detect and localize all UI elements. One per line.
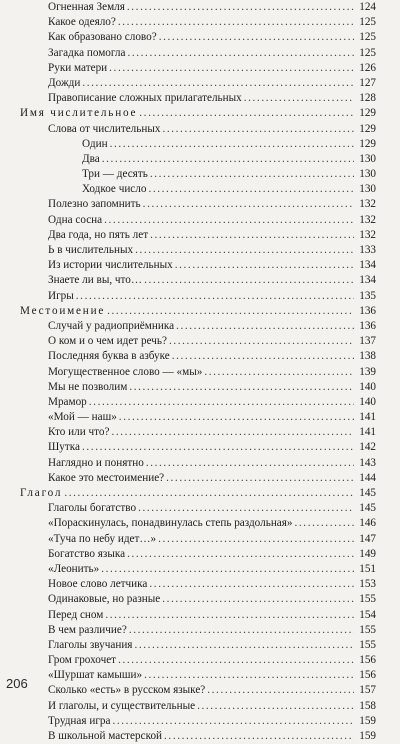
toc-entry xyxy=(20,76,376,91)
toc-entry-page: 155 xyxy=(359,623,376,636)
toc-entry-page: 124 xyxy=(359,1,376,13)
toc-entry xyxy=(20,197,376,212)
dot-leader xyxy=(127,46,354,61)
dot-leader xyxy=(162,592,354,607)
toc-entry xyxy=(20,46,376,61)
toc-entry xyxy=(20,668,376,683)
toc-entry xyxy=(20,623,376,638)
toc-entry-title: Какое это местоимение? xyxy=(48,471,165,484)
toc-entry xyxy=(20,532,376,547)
dot-leader xyxy=(105,608,354,623)
toc-entry-title: Наглядно и понятно xyxy=(48,456,144,469)
toc-entry-page: 130 xyxy=(359,183,376,196)
toc-entry-page: 132 xyxy=(359,228,376,241)
toc-entry-page: 129 xyxy=(359,107,376,120)
dot-leader xyxy=(82,76,354,91)
dot-leader xyxy=(176,319,354,334)
toc-entry xyxy=(20,273,376,288)
toc-entry xyxy=(20,0,376,15)
section-heading xyxy=(20,304,376,319)
dot-leader xyxy=(150,167,354,182)
toc-entry-title: Мы не позволим xyxy=(48,380,128,393)
toc-entry-title: Как образовано слово? xyxy=(48,31,157,44)
toc-entry xyxy=(20,699,376,714)
toc-entry xyxy=(20,122,376,137)
toc-entry xyxy=(20,167,376,182)
dot-leader xyxy=(162,122,354,137)
dot-leader xyxy=(204,365,354,380)
toc-entry-title: «Туча по небу идет…» xyxy=(48,532,157,545)
toc-entry xyxy=(20,425,376,440)
dot-leader xyxy=(119,410,354,425)
toc-entry xyxy=(20,638,376,653)
toc-entry-page: 127 xyxy=(359,76,376,89)
toc-entry-page: 134 xyxy=(359,274,376,287)
dot-leader xyxy=(129,380,354,395)
toc-entry-page: 155 xyxy=(359,593,376,606)
toc-entry xyxy=(20,319,376,334)
toc-entry-title: Перед сном xyxy=(48,608,104,621)
dot-leader xyxy=(111,425,354,440)
toc-entry-title: Кто или что? xyxy=(48,426,110,439)
toc-entry xyxy=(20,653,376,668)
toc-entry-page: 151 xyxy=(359,562,376,575)
toc-entry-title: Глаголы звучания xyxy=(48,638,133,651)
dot-leader xyxy=(158,532,354,547)
toc-entry-title: Загадка помогла xyxy=(48,46,126,59)
dot-leader xyxy=(127,0,354,15)
toc-entry-page: 135 xyxy=(359,289,376,302)
toc-entry xyxy=(20,258,376,273)
toc-entry-title: Огненная Земля xyxy=(48,1,125,13)
toc-entry-page: 129 xyxy=(359,137,376,150)
toc-entry xyxy=(20,471,376,486)
toc-entry-title: Глаголы богатство xyxy=(48,502,137,515)
toc-entry-page: 141 xyxy=(359,411,376,424)
dot-leader xyxy=(118,653,354,668)
toc-entry-page: 145 xyxy=(359,502,376,515)
table-of-contents xyxy=(20,0,376,744)
toc-entry-page: 137 xyxy=(359,335,376,348)
toc-entry-title: Игры xyxy=(48,289,74,302)
toc-entry-page: 158 xyxy=(359,699,376,712)
toc-entry xyxy=(20,683,376,698)
toc-entry-page: 125 xyxy=(359,46,376,59)
dot-leader xyxy=(139,106,354,121)
toc-entry xyxy=(20,365,376,380)
toc-entry xyxy=(20,91,376,106)
toc-entry-page: 159 xyxy=(359,714,376,727)
toc-entry-title: Два xyxy=(82,152,100,165)
toc-entry xyxy=(20,289,376,304)
section-heading xyxy=(20,106,376,121)
toc-entry-title: И глаголы, и существительные xyxy=(48,699,196,712)
toc-entry xyxy=(20,30,376,45)
toc-entry-title: «Мой — наш» xyxy=(48,411,117,424)
dot-leader xyxy=(143,197,354,212)
toc-entry-page: 156 xyxy=(359,654,376,667)
toc-entry xyxy=(20,15,376,30)
dot-leader xyxy=(82,440,354,455)
toc-entry-title: Мрамор xyxy=(48,395,87,408)
toc-entry-page: 134 xyxy=(359,259,376,272)
dot-leader xyxy=(175,258,354,273)
toc-entry-page: 128 xyxy=(359,92,376,105)
dot-leader xyxy=(64,486,354,501)
toc-entry-page: 138 xyxy=(359,350,376,363)
toc-entry-page: 132 xyxy=(359,213,376,226)
toc-entry-title: Какое одеяло? xyxy=(48,16,116,29)
toc-entry-title: Дожди xyxy=(48,76,81,89)
toc-entry-title: Одинаковые, но разные xyxy=(48,593,161,606)
toc-entry-page: 159 xyxy=(359,730,376,742)
toc-entry-page: 155 xyxy=(359,638,376,651)
dot-leader xyxy=(112,714,354,729)
toc-entry-title: Слова от числительных xyxy=(48,122,161,135)
dot-leader xyxy=(129,623,354,638)
dot-leader xyxy=(101,562,354,577)
toc-entry-title: Богатство языка xyxy=(48,547,126,560)
toc-entry-title: Два года, но пять лет xyxy=(48,228,149,241)
toc-entry xyxy=(20,714,376,729)
toc-entry-page: 144 xyxy=(359,471,376,484)
toc-entry-page: 126 xyxy=(359,61,376,74)
toc-entry-page: 156 xyxy=(359,669,376,682)
toc-entry-page: 147 xyxy=(359,532,376,545)
toc-entry-page: 157 xyxy=(359,684,376,697)
dot-leader xyxy=(295,516,354,531)
toc-entry-title: Знаете ли вы, что… xyxy=(48,274,143,287)
dot-leader xyxy=(146,456,354,471)
toc-entry xyxy=(20,516,376,531)
toc-entry xyxy=(20,334,376,349)
dot-leader xyxy=(102,152,354,167)
toc-entry-title: В школьной мастерской xyxy=(48,730,163,742)
toc-entry-title: Могущественное слово — «мы» xyxy=(48,365,203,378)
dot-leader xyxy=(149,577,354,592)
toc-entry xyxy=(20,395,376,410)
toc-entry-title: «Шуршат камыши» xyxy=(48,669,143,682)
toc-entry-title: О ком и о чем идет речь? xyxy=(48,335,167,348)
toc-entry-page: 125 xyxy=(359,16,376,29)
toc-entry-title: Гром грохочет xyxy=(48,654,117,667)
dot-leader xyxy=(138,501,354,516)
toc-entry xyxy=(20,410,376,425)
toc-entry-page: 149 xyxy=(359,547,376,560)
toc-entry-title: Три — десять xyxy=(82,168,148,181)
dot-leader xyxy=(159,30,354,45)
toc-entry-title: Имя числительное xyxy=(20,107,138,120)
dot-leader xyxy=(148,182,354,197)
toc-entry xyxy=(20,380,376,395)
dot-leader xyxy=(76,289,354,304)
dot-leader xyxy=(164,729,354,744)
toc-entry-title: Случай у радиоприёмника xyxy=(48,319,175,332)
dot-leader xyxy=(89,395,354,410)
toc-entry-title: Правописание сложных прилагательных xyxy=(48,92,242,105)
toc-entry xyxy=(20,61,376,76)
dot-leader xyxy=(107,304,354,319)
dot-leader xyxy=(169,334,354,349)
toc-entry-title: Последняя буква в азбуке xyxy=(48,350,170,363)
toc-entry-page: 153 xyxy=(359,578,376,591)
dot-leader xyxy=(110,137,354,152)
toc-entry-title: В чем различие? xyxy=(48,623,127,636)
toc-entry-page: 139 xyxy=(359,365,376,378)
toc-entry xyxy=(20,349,376,364)
dot-leader xyxy=(134,638,354,653)
toc-entry-title: Сколько «есть» в русском языке? xyxy=(48,684,206,697)
toc-entry xyxy=(20,243,376,258)
toc-entry xyxy=(20,137,376,152)
toc-entry-title: Полезно запомнить xyxy=(48,198,141,211)
section-heading xyxy=(20,486,376,501)
toc-entry-page: 136 xyxy=(359,319,376,332)
dot-leader xyxy=(144,668,354,683)
toc-entry xyxy=(20,213,376,228)
dot-leader xyxy=(144,273,354,288)
dot-leader xyxy=(244,91,354,106)
toc-entry-page: 130 xyxy=(359,152,376,165)
toc-entry-title: Трудная игра xyxy=(48,714,111,727)
toc-entry xyxy=(20,182,376,197)
toc-entry-page: 154 xyxy=(359,608,376,621)
toc-entry-page: 146 xyxy=(359,517,376,530)
toc-entry-title: Из истории числительных xyxy=(48,259,173,272)
dot-leader xyxy=(118,15,354,30)
toc-entry xyxy=(20,547,376,562)
toc-entry xyxy=(20,152,376,167)
toc-entry-title: «Леонить» xyxy=(48,562,100,575)
toc-entry-title: Глагол xyxy=(20,487,63,499)
toc-entry-title: Новое слово летчика xyxy=(48,578,148,591)
toc-entry-page: 140 xyxy=(359,395,376,408)
toc-entry-page: 130 xyxy=(359,168,376,181)
dot-leader xyxy=(166,471,354,486)
toc-entry xyxy=(20,456,376,471)
toc-entry-page: 140 xyxy=(359,380,376,393)
toc-entry-title: Один xyxy=(82,137,108,150)
dot-leader xyxy=(172,349,354,364)
toc-entry-title: Руки матери xyxy=(48,61,108,74)
toc-entry xyxy=(20,501,376,516)
toc-entry-title: Одна сосна xyxy=(48,213,103,226)
toc-entry xyxy=(20,608,376,623)
toc-entry-title: «Пораскинулась, понадвинулась степь раздольная» xyxy=(48,517,293,530)
page-number: 206 xyxy=(6,676,28,691)
dot-leader xyxy=(150,228,354,243)
toc-entry-page: 141 xyxy=(359,426,376,439)
toc-entry-title: Шутка xyxy=(48,441,80,454)
toc-entry-title: Местоимение xyxy=(20,304,106,317)
toc-entry xyxy=(20,577,376,592)
dot-leader xyxy=(104,213,354,228)
toc-entry-title: Ь в числительных xyxy=(48,244,134,256)
toc-entry xyxy=(20,440,376,455)
toc-entry xyxy=(20,729,376,744)
toc-entry xyxy=(20,562,376,577)
toc-entry-page: 125 xyxy=(359,31,376,44)
toc-entry-page: 132 xyxy=(359,198,376,211)
dot-leader xyxy=(135,243,354,258)
toc-entry xyxy=(20,228,376,243)
toc-entry-title: Ходкое число xyxy=(82,183,147,196)
toc-entry-page: 129 xyxy=(359,122,376,135)
dot-leader xyxy=(197,699,354,714)
toc-entry-page: 133 xyxy=(359,244,376,256)
dot-leader xyxy=(127,547,354,562)
toc-entry-page: 136 xyxy=(359,304,376,317)
toc-entry-page: 143 xyxy=(359,456,376,469)
toc-entry xyxy=(20,592,376,607)
dot-leader xyxy=(207,683,354,698)
dot-leader xyxy=(109,61,354,76)
toc-entry-page: 145 xyxy=(359,487,376,499)
toc-entry-page: 142 xyxy=(359,441,376,454)
